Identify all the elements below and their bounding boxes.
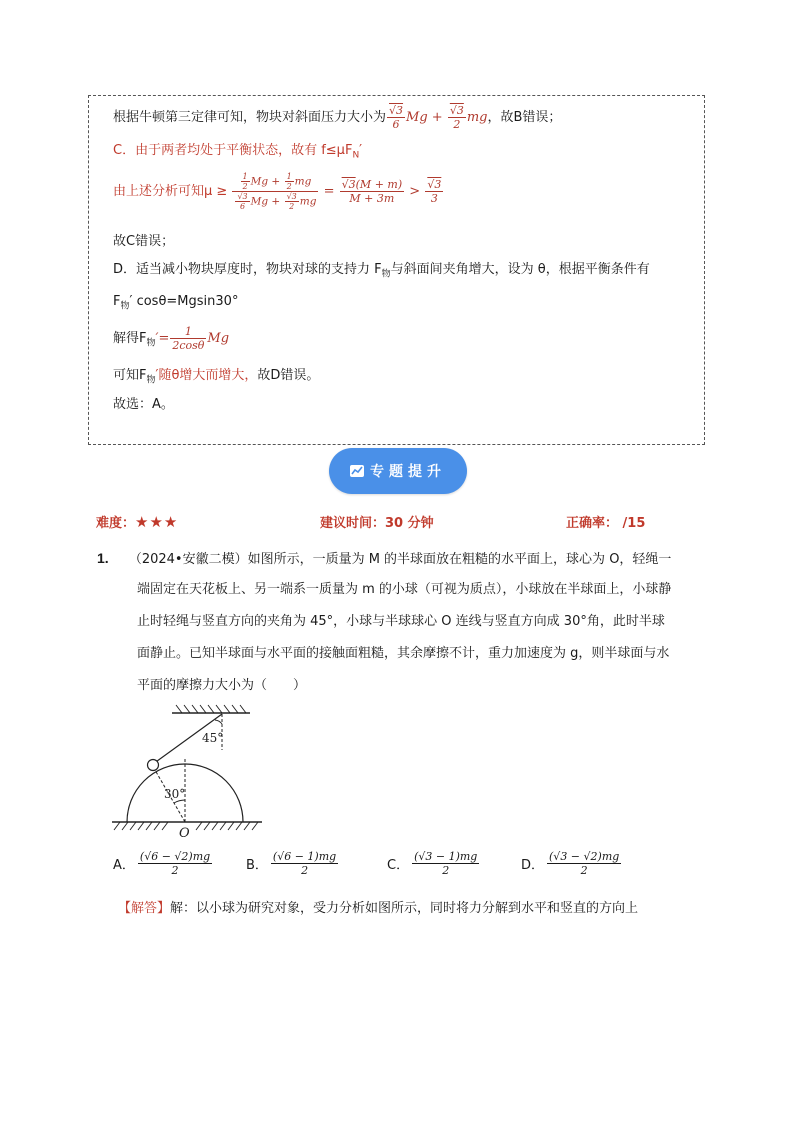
subscript: N	[352, 150, 360, 161]
answer-text: 解：以小球为研究对象，受力分析如图所示，同时将力分解到水平和竖直的方向上	[170, 901, 639, 916]
numerator: (√3 − √2)mg	[549, 850, 620, 863]
solution-line-9: 故选：A。	[113, 397, 174, 412]
angle-45-label: 45°	[202, 731, 224, 745]
inequality-formula: $\frac{1}{2}$ Mg + $\frac{1}{2}$ mg $\frac{√3}{6}$ Mg + $\frac{√3}{2}$ mg = $\frac{√3(M + m)}{M + 3m}$ > $\frac{√3}{3}$	[231, 184, 444, 199]
trend-chart-icon	[350, 465, 364, 477]
center-label: O	[179, 826, 190, 841]
subscript: 物	[120, 301, 130, 312]
text: ′随θ增大而增大，	[155, 368, 258, 383]
question-number: 1.	[97, 550, 109, 566]
hemisphere-figure	[110, 700, 270, 842]
question-line-2: 端固定在天花板上、另一端系一质量为 m 的小球（可视为质点），小球放在半球面上，小球静	[137, 582, 672, 597]
question-line-5: 平面的摩擦力大小为（ ）	[137, 678, 307, 693]
subscript: 物	[381, 269, 391, 280]
text: 与斜面间夹角增大，设为 θ，根据平衡条件有	[390, 262, 650, 277]
option-d[interactable]	[521, 850, 622, 877]
solution-line-5	[113, 262, 650, 283]
answer-tag: 【解答】	[118, 901, 171, 916]
difficulty-stars: ★★★	[135, 513, 179, 531]
text: 根据牛顿第三定律可知，物块对斜面压力大小为	[113, 110, 387, 125]
subscript: 物	[146, 338, 156, 349]
solution-line-1	[113, 104, 561, 131]
subscript: 物	[146, 375, 156, 386]
option-label: B．	[246, 858, 268, 873]
option-formula	[412, 850, 479, 877]
text: 可知F	[113, 368, 147, 383]
difficulty	[96, 512, 178, 531]
option-b[interactable]	[246, 850, 339, 877]
denominator: 2	[171, 864, 179, 877]
text: 由上述分析可知μ ≥	[113, 184, 228, 199]
topic-badge	[329, 448, 467, 494]
accuracy: 正确率： /15	[566, 516, 646, 531]
text: ′ cosθ=Mgsin30°	[129, 294, 239, 309]
solution-line-8	[113, 368, 319, 389]
answer-line	[118, 897, 638, 916]
option-label: C．	[387, 858, 410, 873]
question-line-1	[97, 550, 671, 568]
solution-line-7	[113, 322, 229, 361]
text: 故D错误。	[257, 368, 320, 383]
option-formula	[271, 850, 338, 877]
suggested-time: 建议时间：30 分钟	[320, 516, 434, 531]
option-formula	[547, 850, 621, 877]
option-a[interactable]	[113, 850, 213, 877]
ceiling-hatch	[176, 705, 246, 713]
small-ball	[148, 760, 159, 771]
text: C．由于两者均处于平衡状态，故有 f≤μF	[113, 143, 353, 158]
text: 解得F	[113, 331, 147, 346]
angle-30-label: 30°	[164, 787, 186, 801]
solution-line-2	[113, 143, 362, 164]
option-formula	[138, 850, 212, 877]
text: ，故B错误；	[487, 110, 562, 125]
badge-label: 专题提升	[370, 464, 446, 480]
solution-line-3	[113, 170, 444, 214]
numerator: (√6 − √2)mg	[139, 850, 211, 863]
option-label: D．	[521, 858, 545, 873]
option-c[interactable]	[387, 850, 480, 877]
text: F	[113, 294, 121, 309]
text: ′=	[155, 331, 170, 346]
question-line-3: 止时轻绳与竖直方向的夹角为 45°，小球与半球球心 O 连线与竖直方向成 30°角，此时半球	[137, 614, 665, 629]
numerator: (√6 − 1)mg	[272, 850, 337, 863]
difficulty-label: 难度：	[96, 516, 136, 531]
text: D．适当减小物块厚度时，物块对球的支持力 F	[113, 262, 382, 277]
option-label: A．	[113, 858, 135, 873]
denominator: 2	[442, 864, 450, 877]
question-line-4: 面静止。已知半球面与水平面的接触面粗糙，其余摩擦不计，重力加速度为 g，则半球面与水	[137, 646, 670, 661]
text: ′	[359, 143, 363, 158]
solution-line-4: 故C错误；	[113, 234, 175, 249]
formula: $\frac{√3}{6}$ Mg + $\frac{√3}{2}$ mg	[389, 104, 488, 131]
denominator: 2	[301, 864, 309, 877]
options	[113, 850, 673, 886]
denominator: 2	[580, 864, 588, 877]
formula: $\frac{1}{2\cos\theta}$ Mg	[172, 325, 230, 352]
solution-line-6	[113, 294, 238, 315]
angle-arc-45	[215, 720, 222, 724]
text: （2024•安徽二模）如图所示，一质量为 M 的半球面放在粗糙的水平面上，球心为 O，轻绳一	[128, 552, 672, 567]
numerator: (√3 − 1)mg	[414, 850, 478, 863]
